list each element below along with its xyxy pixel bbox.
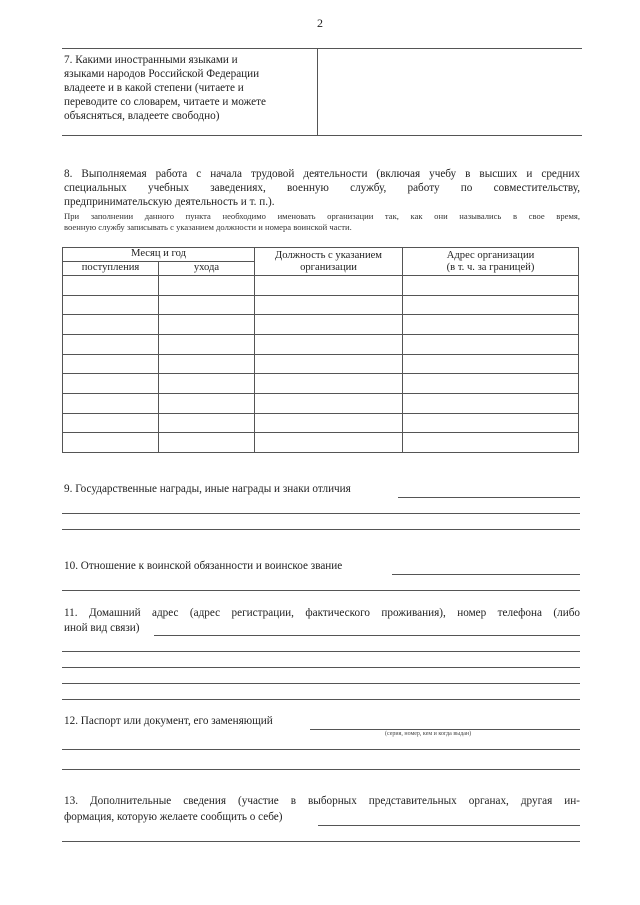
q11-fill-line[interactable]: [154, 635, 580, 636]
q9-fill-line[interactable]: [398, 497, 580, 498]
table-row: [63, 334, 579, 354]
table-row: [63, 354, 579, 374]
page-number: 2: [317, 16, 323, 30]
table-cell[interactable]: [63, 433, 159, 453]
table-cell[interactable]: [159, 334, 255, 354]
table-row: [63, 315, 579, 335]
q7-line: языками народов Российской Федерации: [64, 68, 260, 80]
table-cell[interactable]: [63, 354, 159, 374]
table-cell[interactable]: [403, 393, 579, 413]
q9-label: 9. Государственные награды, иные награды и знаки отличия: [64, 483, 351, 495]
q7-bottom-border: [62, 135, 582, 136]
q7-divider: [317, 48, 318, 135]
table-cell[interactable]: [255, 276, 403, 296]
table-cell[interactable]: [403, 334, 579, 354]
q13-fill-line[interactable]: [318, 825, 580, 826]
header-end: ухода: [159, 262, 255, 276]
table-cell[interactable]: [255, 393, 403, 413]
header-position: [255, 248, 403, 276]
table-cell[interactable]: [403, 295, 579, 315]
table-cell[interactable]: [255, 354, 403, 374]
q8-note-line: При заполнении данного пункта необходимо именовать организации так, как они назывались в свое время,: [64, 211, 580, 221]
table-cell[interactable]: [159, 393, 255, 413]
q12-fill-line[interactable]: [62, 749, 580, 750]
q11-fill-line[interactable]: [62, 699, 580, 700]
q7-line: переводите со словарем, читаете и можете: [64, 96, 266, 108]
q13-line: 13. Дополнительные сведения (участие в выборных представительных органах, другая ин-: [64, 795, 580, 807]
q12-fill-line[interactable]: [62, 769, 580, 770]
q12-hint: (серия, номер, кем и когда выдан): [385, 731, 472, 737]
table-cell[interactable]: [63, 334, 159, 354]
q10-label: 10. Отношение к воинской обязанности и воинское звание: [64, 560, 343, 572]
q11-fill-line[interactable]: [62, 651, 580, 652]
header-start: поступления: [63, 262, 159, 276]
header-address-line: (в т. ч. за границей): [446, 261, 535, 273]
table-cell[interactable]: [63, 413, 159, 433]
table-row: [63, 276, 579, 296]
table-cell[interactable]: [159, 354, 255, 374]
q10-fill-line[interactable]: [62, 590, 580, 591]
header-address-line: Адрес организации: [446, 249, 535, 261]
q9-fill-line[interactable]: [62, 513, 580, 514]
table-cell[interactable]: [403, 374, 579, 394]
table-cell[interactable]: [403, 315, 579, 335]
table-cell[interactable]: [63, 393, 159, 413]
table-cell[interactable]: [63, 315, 159, 335]
table-cell[interactable]: [255, 433, 403, 453]
q8-line: специальных учебных заведениях, военную службу, работу по совместительству,: [64, 182, 580, 194]
q13-line: формация, которую желаете сообщить о себе): [64, 811, 283, 823]
q9-fill-line[interactable]: [62, 529, 580, 530]
table-cell[interactable]: [159, 433, 255, 453]
table-cell[interactable]: [403, 354, 579, 374]
table-cell[interactable]: [159, 374, 255, 394]
table-cell[interactable]: [403, 433, 579, 453]
q11-fill-line[interactable]: [62, 667, 580, 668]
q11-line: иной вид связи): [64, 622, 140, 634]
table-cell[interactable]: [255, 413, 403, 433]
table-cell[interactable]: [255, 315, 403, 335]
q8-line: 8. Выполняемая работа с начала трудовой деятельности (включая учебу в высших и средних: [64, 168, 580, 180]
q7-line: 7. Какими иностранными языками и: [64, 54, 238, 66]
table-cell[interactable]: [159, 295, 255, 315]
q11-fill-line[interactable]: [62, 683, 580, 684]
table-cell[interactable]: [255, 295, 403, 315]
q11-line: 11. Домашний адрес (адрес регистрации, фактического проживания), номер телефона (либо: [64, 607, 580, 619]
table-cell[interactable]: [63, 276, 159, 296]
table-cell[interactable]: [63, 374, 159, 394]
table-cell[interactable]: [159, 276, 255, 296]
table-row: [63, 374, 579, 394]
table-row: [63, 393, 579, 413]
table-cell[interactable]: [159, 315, 255, 335]
q8-note: [64, 211, 580, 233]
table-row: [63, 295, 579, 315]
q10-fill-line[interactable]: [392, 574, 580, 575]
q7-top-border: [62, 48, 582, 49]
table-cell[interactable]: [63, 295, 159, 315]
q8-question: [64, 167, 580, 209]
q8-note-line: военную службу записывать с указанием должности и номера воинской части.: [64, 222, 352, 232]
work-history-table: [62, 247, 579, 453]
q7-line: объясняться, владеете свободно): [64, 110, 220, 122]
header-position-line: Должность с указанием: [275, 249, 383, 261]
header-address: [403, 248, 579, 276]
q8-line: предпринимательскую деятельность и т. п.).: [64, 196, 275, 208]
table-cell[interactable]: [255, 334, 403, 354]
q12-label: 12. Паспорт или документ, его заменяющий: [64, 715, 273, 727]
table-cell[interactable]: [403, 413, 579, 433]
table-row: [63, 413, 579, 433]
table-cell[interactable]: [159, 413, 255, 433]
header-position-line: организации: [300, 261, 357, 273]
q7-question: [64, 53, 314, 123]
q7-answer-field[interactable]: [320, 50, 580, 134]
header-month-year: Месяц и год: [63, 248, 255, 262]
q13-question: [64, 794, 580, 824]
q11-question: [64, 606, 580, 635]
q12-fill-line[interactable]: [310, 729, 580, 730]
table-row: [63, 433, 579, 453]
q7-line: владеете и в какой степени (читаете и: [64, 82, 244, 94]
q13-fill-line[interactable]: [62, 841, 580, 842]
table-cell[interactable]: [403, 276, 579, 296]
table-cell[interactable]: [255, 374, 403, 394]
